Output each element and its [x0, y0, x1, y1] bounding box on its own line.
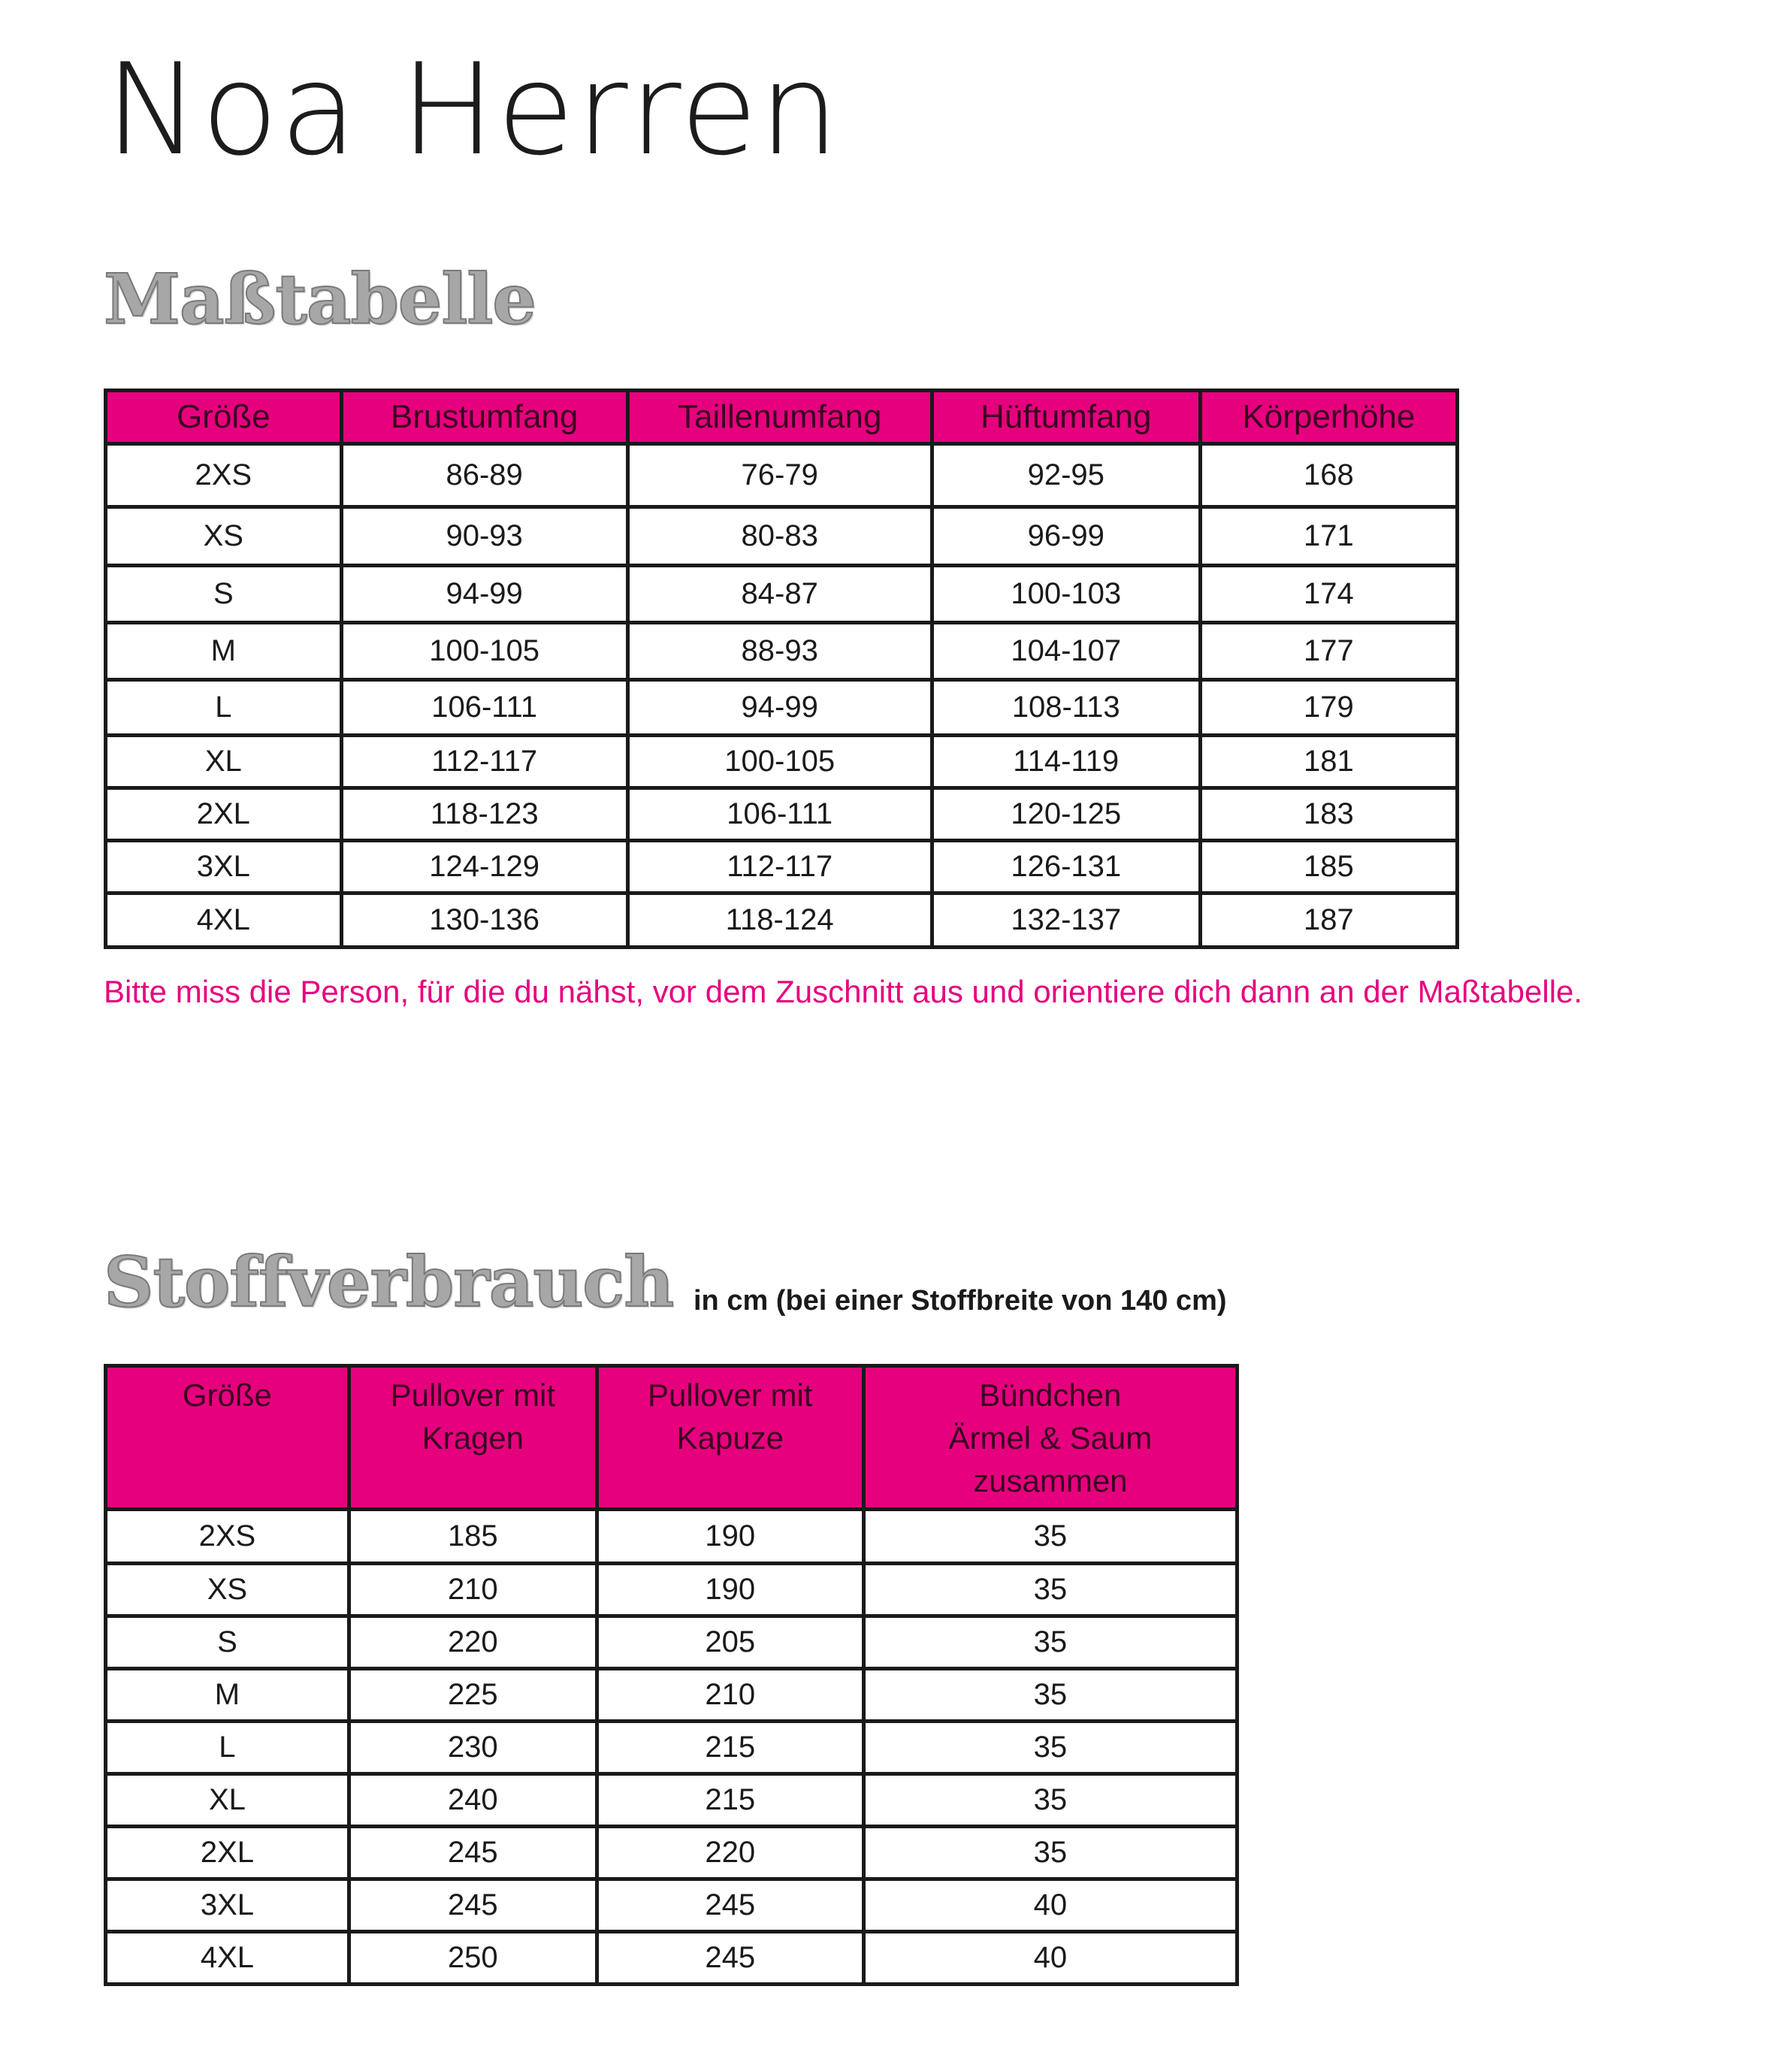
- header-line: Pullover mit: [648, 1377, 813, 1413]
- table-cell: 2XS: [106, 1510, 349, 1564]
- header-line: Kragen: [422, 1420, 524, 1456]
- table-cell: 118-124: [627, 893, 932, 948]
- table-cell: M: [106, 623, 342, 680]
- table-cell: 220: [349, 1616, 597, 1669]
- table-cell: 168: [1200, 444, 1457, 507]
- table-cell: 190: [597, 1510, 863, 1564]
- table-cell: 230: [349, 1722, 597, 1774]
- table-cell: 108-113: [932, 680, 1200, 736]
- table-cell: 215: [597, 1722, 863, 1774]
- table-row: [106, 1669, 1237, 1722]
- measurements-table: [104, 389, 1459, 949]
- table-cell: 130-136: [341, 893, 627, 948]
- table-cell: 106-111: [341, 680, 627, 736]
- table-cell: 94-99: [341, 566, 627, 623]
- col-header-height: Körperhöhe: [1200, 391, 1457, 444]
- table-cell: 35: [863, 1722, 1237, 1774]
- table-cell: 2XL: [106, 1827, 349, 1879]
- table-cell: 2XL: [106, 788, 342, 841]
- col-header-pullover-hood: [597, 1366, 863, 1510]
- table-cell: 126-131: [932, 841, 1200, 893]
- table-cell: 35: [863, 1616, 1237, 1669]
- table-cell: 187: [1200, 893, 1457, 948]
- table-row: [106, 1564, 1237, 1616]
- table-cell: XL: [106, 736, 342, 788]
- table-cell: 76-79: [627, 444, 932, 507]
- header-line: Größe: [182, 1377, 272, 1413]
- table-cell: 185: [1200, 841, 1457, 893]
- table-cell: 88-93: [627, 623, 932, 680]
- table-cell: 245: [597, 1932, 863, 1985]
- col-header-cuffs: [863, 1366, 1237, 1510]
- table-cell: 225: [349, 1669, 597, 1722]
- table-row: [106, 893, 1458, 948]
- table-cell: 90-93: [341, 507, 627, 566]
- table-row: [106, 1827, 1237, 1879]
- table-row: [106, 1879, 1237, 1932]
- table-cell: 96-99: [932, 507, 1200, 566]
- table-row: [106, 680, 1458, 736]
- table-cell: 4XL: [106, 1932, 349, 1985]
- table-cell: 174: [1200, 566, 1457, 623]
- table-cell: 114-119: [932, 736, 1200, 788]
- header-line: Ärmel & Saum: [948, 1420, 1153, 1456]
- table-cell: 3XL: [106, 841, 342, 893]
- page-title: Noa Herren: [105, 36, 841, 183]
- table-row: [106, 788, 1458, 841]
- table-cell: 240: [349, 1774, 597, 1827]
- table-cell: S: [106, 1616, 349, 1669]
- table-cell: 190: [597, 1564, 863, 1616]
- table-cell: 118-123: [341, 788, 627, 841]
- table-cell: 112-117: [627, 841, 932, 893]
- table-cell: XL: [106, 1774, 349, 1827]
- col-header-size: Größe: [106, 391, 342, 444]
- table-cell: L: [106, 680, 342, 736]
- table-cell: XS: [106, 1564, 349, 1616]
- header-line: Pullover mit: [390, 1377, 556, 1413]
- table-row: [106, 1932, 1237, 1985]
- table-cell: 94-99: [627, 680, 932, 736]
- table-cell: 40: [863, 1932, 1237, 1985]
- table-cell: 179: [1200, 680, 1457, 736]
- table-cell: 205: [597, 1616, 863, 1669]
- table-cell: 104-107: [932, 623, 1200, 680]
- table-cell: 181: [1200, 736, 1457, 788]
- table-cell: 171: [1200, 507, 1457, 566]
- header-line: Bündchen: [979, 1377, 1122, 1413]
- table-cell: 132-137: [932, 893, 1200, 948]
- table-cell: 120-125: [932, 788, 1200, 841]
- table-row: [106, 1774, 1237, 1827]
- table-cell: 210: [597, 1669, 863, 1722]
- table-header-row: [106, 391, 1458, 444]
- col-header-pullover-collar: [349, 1366, 597, 1510]
- measurements-heading: Maßtabelle: [104, 258, 536, 340]
- table-cell: 245: [597, 1879, 863, 1932]
- table-cell: 124-129: [341, 841, 627, 893]
- table-cell: 185: [349, 1510, 597, 1564]
- table-cell: 35: [863, 1827, 1237, 1879]
- table-cell: 4XL: [106, 893, 342, 948]
- table-cell: 92-95: [932, 444, 1200, 507]
- fabric-heading: Stoffverbrauch: [104, 1241, 674, 1323]
- col-header-size: [106, 1366, 349, 1510]
- header-line: zusammen: [973, 1463, 1128, 1498]
- table-row: [106, 507, 1458, 566]
- table-row: [106, 1616, 1237, 1669]
- table-cell: 215: [597, 1774, 863, 1827]
- header-line: Kapuze: [676, 1420, 784, 1456]
- table-cell: S: [106, 566, 342, 623]
- table-header-row: [106, 1366, 1237, 1510]
- table-cell: 35: [863, 1669, 1237, 1722]
- table-cell: 210: [349, 1564, 597, 1616]
- table-cell: XS: [106, 507, 342, 566]
- table-row: [106, 566, 1458, 623]
- table-cell: 112-117: [341, 736, 627, 788]
- fabric-table: [104, 1364, 1239, 1986]
- table-cell: 100-105: [341, 623, 627, 680]
- table-row: [106, 444, 1458, 507]
- table-row: [106, 1722, 1237, 1774]
- col-header-chest: Brustumfang: [341, 391, 627, 444]
- table-cell: 183: [1200, 788, 1457, 841]
- table-cell: 40: [863, 1879, 1237, 1932]
- table-cell: 250: [349, 1932, 597, 1985]
- table-row: [106, 841, 1458, 893]
- table-cell: 84-87: [627, 566, 932, 623]
- table-cell: 100-105: [627, 736, 932, 788]
- table-cell: 80-83: [627, 507, 932, 566]
- table-row: [106, 623, 1458, 680]
- table-cell: L: [106, 1722, 349, 1774]
- col-header-hip: Hüftumfang: [932, 391, 1200, 444]
- table-cell: 35: [863, 1510, 1237, 1564]
- measurement-note: Bitte miss die Person, für die du nähst, vor dem Zuschnitt aus und orientiere dich dann an der Maßtabelle.: [104, 974, 1583, 1009]
- col-header-waist: Taillenumfang: [627, 391, 932, 444]
- table-cell: 100-103: [932, 566, 1200, 623]
- table-row: [106, 1510, 1237, 1564]
- table-cell: 220: [597, 1827, 863, 1879]
- table-cell: 177: [1200, 623, 1457, 680]
- table-cell: 106-111: [627, 788, 932, 841]
- table-row: [106, 736, 1458, 788]
- table-cell: 245: [349, 1827, 597, 1879]
- table-cell: 35: [863, 1774, 1237, 1827]
- table-cell: 3XL: [106, 1879, 349, 1932]
- table-cell: 35: [863, 1564, 1237, 1616]
- fabric-subnote: in cm (bei einer Stoffbreite von 140 cm): [694, 1285, 1227, 1317]
- table-cell: 2XS: [106, 444, 342, 507]
- table-cell: M: [106, 1669, 349, 1722]
- table-cell: 86-89: [341, 444, 627, 507]
- table-cell: 245: [349, 1879, 597, 1932]
